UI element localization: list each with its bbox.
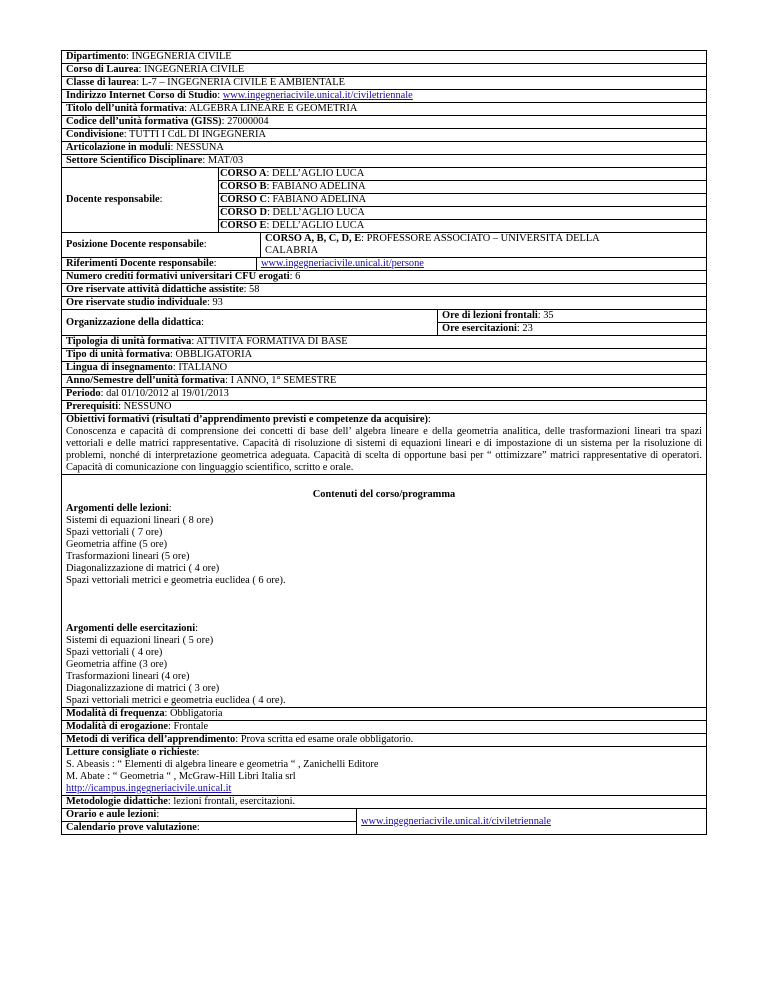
contenuti-title: Contenuti del corso/programma [312,489,456,500]
calendario-label: Calendario prove valutazione: [66,822,200,833]
row-frequenza: Modalità di frequenza: Obbligatoria [62,708,706,721]
row-corso-laurea: Corso di Laurea: INGEGNERIA CIVILE [62,64,706,77]
list-item: Geometria affine (3 ore) [66,659,168,670]
persone-link[interactable]: www.ingegneriacivile.unical.it/persone [261,258,424,269]
docente-corso-c: CORSO C: FABIANO ADELINA [219,194,706,207]
obiettivi-text: Conoscenza e capacità di comprensione dei concetti di base dell’ algebra lineare e della geometria analitica, delle trasformazioni lineari tra spazi vettoriali e delle matrici rappresentative. Capacità di risoluzione di sistemi di equazioni lineari e di impostazione di un sistema per la risoluzione di problemi, nonché di interpretazione geometrica adeguata. Capacità di scelta di opportune basi per “ ottimizzare” matrici rappresentative di operatori. Capacità di comunicazione con linguaggio scientifico, scritto e orale. [66,426,702,473]
docente-list [219,168,706,232]
orario-section [62,809,706,835]
row-codice: Codice dell’unità formativa (GISS): 27000004 [62,116,706,129]
list-item: Diagonalizzazione di matrici ( 4 ore) [66,563,220,574]
orario-value [357,809,706,834]
list-item: Sistemi di equazioni lineari ( 5 ore) [66,635,214,646]
row-prerequisiti: Prerequisiti: NESSUNO [62,401,706,414]
list-item: Sistemi di equazioni lineari ( 8 ore) [66,515,214,526]
letture-section: Letture consigliate o richieste: S. Abeasis : “ Elementi di algebra lineare e geometria “ , Zanichelli Editore M. Abate : “ Geometria “ , McGraw-Hill Libri Italia srl http://icampus.ingegneriacivile.unical.it [62,747,706,796]
icampus-link[interactable]: http://icampus.ingegneriacivile.unical.it [66,783,232,794]
list-item: Spazi vettoriali metrici e geometria euclidea ( 6 ore). [66,575,286,586]
row-erogazione: Modalità di erogazione: Frontale [62,721,706,734]
docente-corso-a: CORSO A: DELL’AGLIO LUCA [219,168,706,181]
esercitazioni-list [66,635,702,707]
docente-label: Docente responsabile : [62,168,219,232]
posizione-label: Posizione Docente responsabile : [62,233,261,257]
organizzazione-label: Organizzazione della didattica : [62,310,438,335]
posizione-section [62,233,706,258]
row-articolazione: Articolazione in moduli: NESSUNA [62,142,706,155]
row-titolo: Titolo dell’unità formativa: ALGEBRA LINEARE E GEOMETRIA [62,103,706,116]
ore-lezioni-frontali: Ore di lezioni frontali: 35 [438,310,706,323]
riferimenti-label: Riferimenti Docente responsabile: [62,258,257,270]
row-anno-semestre: Anno/Semestre dell’unità formativa: I ANNO, 1° SEMESTRE [62,375,706,388]
riferimenti-section [62,258,706,271]
row-tipologia: Tipologia di unità formativa: ATTIVITÀ FORMATIVA DI BASE [62,336,706,349]
lezioni-list [66,515,702,587]
row-metodologie: Metodologie didattiche: lezioni frontali, esercitazioni. [62,796,706,809]
list-item: Spazi vettoriali ( 4 ore) [66,647,163,658]
docente-corso-d: CORSO D: DELL’AGLIO LUCA [219,207,706,220]
row-periodo: Periodo: dal 01/10/2012 al 19/01/2013 [62,388,706,401]
list-item: Spazi vettoriali metrici e geometria euclidea ( 4 ore). [66,695,286,706]
row-tipo: Tipo di unità formativa: OBBLIGATORIA [62,349,706,362]
contenuti-section: Contenuti del corso/programma Argomenti delle lezioni: Sistemi di equazioni lineari ( 8 ore) Spazi vettoriali ( 7 ore) Geometria affine (5 ore) Trasformazioni lineari (5 ore) Diagonalizzazione di matrici ( 4 ore) Spazi vettoriali metrici e geometria euclidea ( 6 ore). Argomenti delle esercitazioni: Sistemi di equazioni lineari ( 5 ore) Spazi vettoriali ( 4 ore) Geometria affine (3 ore) Trasformazioni lineari (4 ore) Diagonalizzazione di matrici ( 3 ore) Spazi vettoriali metrici e geometria euclidea ( 4 ore). [62,475,706,708]
row-ore-studio: Ore riservate studio individuale: 93 [62,297,706,310]
list-item: Trasformazioni lineari (5 ore) [66,551,190,562]
row-verifica: Metodi di verifica dell’apprendimento: Prova scritta ed esame orale obbligatorio. [62,734,706,747]
list-item: Spazi vettoriali ( 7 ore) [66,527,163,538]
row-indirizzo-internet: Indirizzo Internet Corso di Studio: www.ingegneriacivile.unical.it/civiletriennale [62,90,706,103]
row-settore: Settore Scientifico Disciplinare: MAT/03 [62,155,706,168]
row-condivisione: Condivisione: TUTTI I CdL DI INGEGNERIA [62,129,706,142]
docente-corso-e: CORSO E: DELL’AGLIO LUCA [220,220,365,231]
docente-section [62,168,706,233]
course-sheet [61,50,707,835]
ore-esercitazioni: Ore esercitazioni: 23 [442,323,533,334]
row-classe-laurea: Classe di laurea: L-7 – INGEGNERIA CIVILE E AMBIENTALE [62,77,706,90]
orario-labels [62,809,357,834]
orario-label: Orario e aule lezioni: [62,809,356,822]
row-dipartimento: Dipartimento: INGEGNERIA CIVILE [62,51,706,64]
list-item: Trasformazioni lineari (4 ore) [66,671,190,682]
riferimenti-value [257,258,706,270]
list-item: Diagonalizzazione di matrici ( 3 ore) [66,683,220,694]
corso-link[interactable]: www.ingegneriacivile.unical.it/civiletriennale [222,90,413,101]
docente-corso-b: CORSO B: FABIANO ADELINA [219,181,706,194]
organizzazione-section [62,310,706,336]
obiettivi-section: Obiettivi formativi (risultati d’apprendimento previsti e competenze da acquisire): Conoscenza e capacità di comprensione dei concetti di base dell’ algebra lineare e della geometria analitica, delle trasformazioni lineari tra spazi vettoriali e delle matrici rappresentative. Capacità di risoluzione di sistemi di equazioni lineari e di impostazione di un sistema per la risoluzione di problemi, nonché di interpretazione geometrica adeguata. Capacità di scelta di opportune basi per “ ottimizzare” matrici rappresentative di operatori. Capacità di comunicazione con linguaggio scientifico, scritto e orale. [62,414,706,475]
row-cfu: Numero crediti formativi universitari CFU erogati: 6 [62,271,706,284]
list-item: S. Abeasis : “ Elementi di algebra lineare e geometria “ , Zanichelli Editore [66,759,379,770]
row-lingua: Lingua di insegnamento: ITALIANO [62,362,706,375]
orario-link[interactable]: www.ingegneriacivile.unical.it/civiletriennale [361,815,552,827]
row-ore-assistite: Ore riservate attività didattiche assistite: 58 [62,284,706,297]
organizzazione-values [438,310,706,335]
list-item: M. Abate : “ Geometria “ , McGraw-Hill Libri Italia srl [66,771,296,782]
posizione-value: CORSO A, B, C, D, E: PROFESSORE ASSOCIATO – UNIVERSITÀ DELLA CALABRIA [265,233,600,256]
list-item: Geometria affine (5 ore) [66,539,168,550]
